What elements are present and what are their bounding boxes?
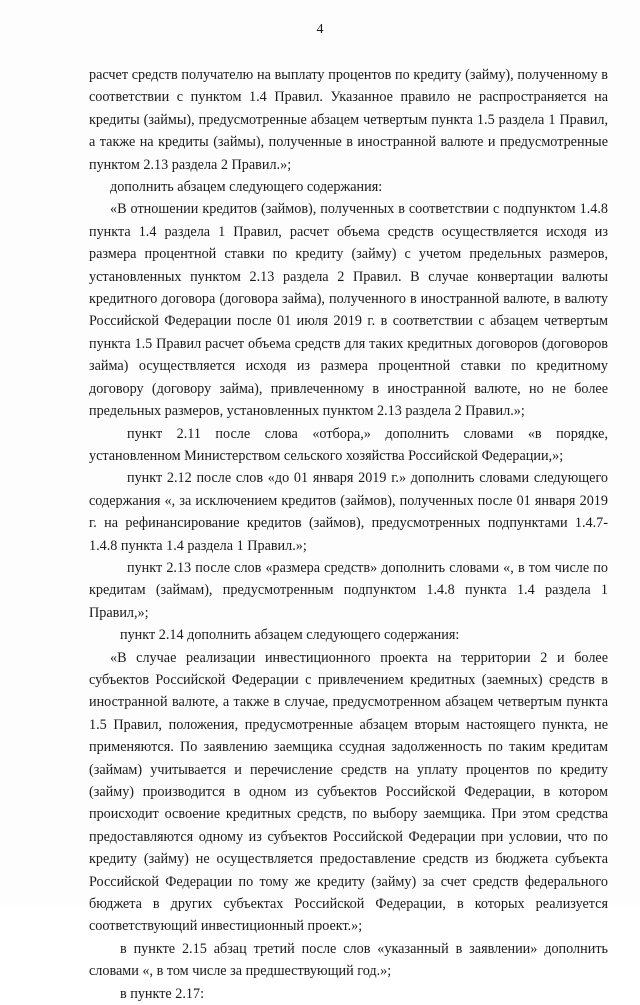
paragraph-calculation-rule: расчет средств получателю на выплату процентов по кредиту (займу), полученному в соответствии с пунктом 1.4 Правил. Указанное правило не распространяется на кредиты (займы), предусмотренные абзацем четвертым пункта 1.5 раздела 1 Правил, а также на кредиты (займы), полученные в иностранной валюте и предусмотренные пунктом 2.13 раздела 2 Правил.»; [89, 67, 608, 173]
paragraph-point-2-12: пункт 2.12 после слов «до 01 января 2019 г.» дополнить словами следующего содержания «, за исключением кредитов (займов), полученных после 01 января 2019 г. на рефинансирование кредитов (займов), предусмотренных подпунктами 1.4.7-1.4.8 пункта 1.4 раздела 1 Правил.»; [89, 470, 608, 554]
page-number: 4 [316, 22, 324, 37]
paragraph-point-2-13: пункт 2.13 после слов «размера средств» дополнить словами «, в том числе по кредитам (займам), предусмотренным подпунктом 1.4.8 пункта 1.4 раздела 1 Правил,»; [89, 559, 608, 621]
paragraph-point-2-17: в пункте 2.17: [120, 985, 205, 1002]
paragraph-loans-quote: «В отношении кредитов (займов), полученных в соответствии с подпунктом 1.4.8 пункта 1.4 раздела 1 Правил, расчет объема средств осуществляется исходя из размера процентной ставки по кредиту (займу) с учетом предельных размеров, установленных пунктом 2.13 раздела 2 Правил. В случае конвертации валюты кредитного договора (договора займа), полученного в иностранной валюте, в валюту Российской Федерации после 01 июля 2019 г. в соответствии с абзацем четвертым пункта 1.5 Правил расчет объема средств для таких кредитных договоров (договоров займа) осуществляется исходя из размера процентной ставки по кредитному договору (договору займа), привлеченному в иностранной валюте, но не более предельных размеров, установленных пунктом 2.13 раздела 2 Правил.»; [89, 201, 608, 420]
paragraph-point-2-15: в пункте 2.15 абзац третий после слов «указанный в заявлении» дополнить словами «, в том числе за предшествующий год.»; [89, 940, 608, 980]
document-body [89, 64, 608, 1005]
paragraph-point-2-14: пункт 2.14 дополнить абзацем следующего содержания: [120, 627, 460, 644]
paragraph-add-clause-intro: дополнить абзацем следующего содержания: [110, 179, 383, 196]
paragraph-point-2-11: пункт 2.11 после слова «отбора,» дополнить словами «в порядке, установленном Министерством сельского хозяйства Российской Федерации,»; [89, 425, 608, 464]
paragraph-investment-project-quote: «В случае реализации инвестиционного проекта на территории 2 и более субъектов Российской Федерации с привлечением кредитных (заемных) средств в иностранной валюте, а также в случае, предусмотренном абзацем четвертым пункта 1.5 Правил, положения, предусмотренные абзацем вторым настоящего пункта, не применяются. По заявлению заемщика ссудная задолженность по таким кредитам (займам) учитывается и перечисление средств на уплату процентов по кредиту (займу) производится в одном из субъектов Российской Федерации, в котором происходит освоение кредитных средств, по выбору заемщика. При этом средства предоставляются одному из субъектов Российской Федерации при условии, что по кредиту (займу) не осуществляется предоставление средств из бюджета субъекта Российской Федерации по тому же кредиту (займу) за счет средств федерального бюджета в других субъектах Российской Федерации, в которых реализуется соответствующий инвестиционный проект.»; [89, 649, 608, 935]
